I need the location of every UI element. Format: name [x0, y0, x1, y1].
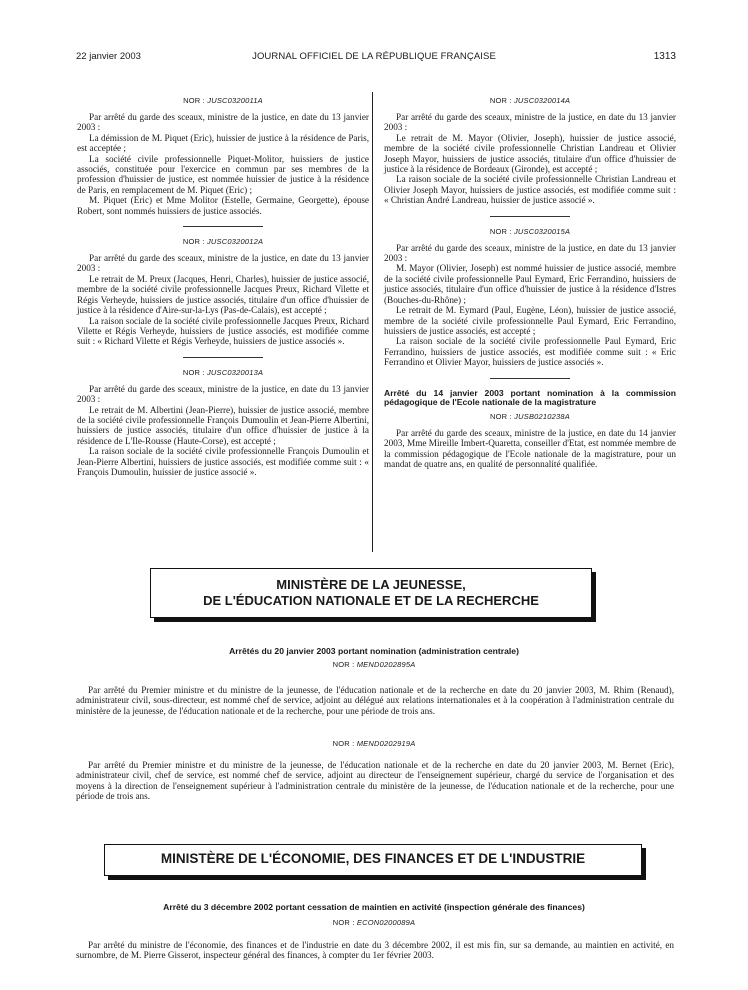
nor-reference: NOR : ECON0200089A	[332, 918, 416, 927]
paragraph: Par arrêté du garde des sceaux, ministre de la justice, en date du 13 janvier 2003 :	[384, 242, 676, 264]
paragraph: La raison sociale de la société civile professionnelle Jacques Preux, Richard Vilette et Régis Verheyde, huissiers de justice associés, est modifiée comme suit : « Richard Vilette et Régis Verheyde, huissiers de justice associés ».	[77, 315, 369, 347]
separator-rule	[490, 216, 570, 217]
decree-block	[77, 237, 369, 347]
decree-block	[384, 96, 676, 206]
nor-reference: NOR : JUSC0320013A	[182, 367, 264, 377]
journal-title: JOURNAL OFFICIEL DE LA RÉPUBLIQUE FRANÇAISE	[252, 51, 496, 62]
paragraph: Par arrêté du garde des sceaux, ministre de la justice, en date du 13 janvier 2003 :	[77, 253, 369, 274]
paragraph: Par arrêté du garde des sceaux, ministre de la justice, en date du 13 janvier 2003 :	[77, 383, 369, 405]
decree-block	[76, 760, 674, 802]
ministry-name-line: DE L'ÉDUCATION NATIONALE ET DE LA RECHERCHE	[203, 593, 539, 608]
page-number: 1313	[653, 51, 676, 62]
paragraph: Par arrêté du garde des sceaux, ministre de la justice, en date du 13 janvier 2003 :	[384, 112, 676, 133]
left-column	[77, 96, 369, 477]
nor-reference: NOR : JUSB0210238A	[490, 411, 570, 421]
nor-reference: NOR : JUSC0320015A	[489, 226, 571, 236]
issue-date: 22 janvier 2003	[76, 51, 141, 62]
section-title: Arrêté du 3 décembre 2002 portant cessation de maintien en activité (inspection générale des finances)	[163, 902, 585, 912]
decree-block	[384, 389, 676, 470]
paragraph: Par arrêté du Premier ministre et du ministre de la jeunesse, de l'éducation nationale et de la recherche en date du 20 janvier 2003, M. Rhim (Renaud), administrateur civil, sous-directeur, est nommé chef de service, adjoint au délégué aux relations internationales et à la coopération à l'administration centrale du ministère de la jeunesse, de l'éducation nationale et de la recherche, pour une période de trois ans.	[76, 685, 674, 716]
nor-reference: NOR : JUSC0320011A	[183, 96, 263, 105]
paragraph: La raison sociale de la société civile professionnelle Paul Eymard, Eric Ferrandino, huissiers de justice associés, est modifiée comme suit : « Eric Ferrandino et Olivier Mayor, huissiers de justice associés ».	[384, 336, 676, 368]
paragraph: La démission de M. Piquet (Eric), huissier de justice à la résidence de Paris, est acceptée ;	[77, 132, 369, 154]
paragraph: Le retrait de M. Mayor (Olivier, Joseph), huissier de justice associé, membre de la société civile professionnelle Christian Landreau et Olivier Joseph Mayor, huissiers de justice associés, titulaire d'un office d'huissier de justice à la résidence de Bordeaux (Gironde), est accepté ;	[384, 132, 676, 175]
nor-reference: NOR : MEND0202919A	[332, 739, 416, 748]
ministry-heading-education	[150, 568, 592, 618]
decree-title: Arrêté du 14 janvier 2003 portant nomination à la commission pédagogique de l'Ecole nationale de la magistrature	[384, 387, 676, 408]
paragraph: Par arrêté du ministre de l'économie, des finances et de l'industrie en date du 3 décembre 2002, il est mis fin, sur sa demande, au maintien en activité, en surnombre, de M. Pierre Gisserot, inspecteur général des finances, à compter du 1er février 2003.	[76, 940, 674, 961]
paragraph: Le retrait de M. Albertini (Jean-Pierre), huissier de justice associé, membre de la société civile professionnelle François Dumoulin et Jean-Pierre Albertini, huissiers de justice associés, titulaire d'un office d'huissier de justice à la résidence de L'Ile-Rousse (Haute-Corse), est accepté ;	[77, 404, 369, 446]
decree-block	[77, 368, 369, 478]
page-header	[0, 51, 748, 65]
separator-rule	[183, 357, 263, 358]
section-title: Arrêtés du 20 janvier 2003 portant nomination (administration centrale)	[229, 646, 519, 656]
ministry-name-line: MINISTÈRE DE LA JEUNESSE,	[276, 577, 466, 592]
paragraph: M. Mayor (Olivier, Joseph) est nommé huissier de justice associé, membre de la société civile professionnelle Paul Eymard, Eric Ferrandino, huissiers de justice associés, titulaire d'un office d'huissier de justice à la résidence d'Istres (Bouches-du-Rhône) ;	[384, 263, 676, 305]
paragraph: Par arrêté du garde des sceaux, ministre de la justice, en date du 14 janvier 2003, Mme Mireille Imbert-Quaretta, conseiller d'Etat, est nommée membre de la commission pédagogique de l'Ecole nationale de la magistrature, pour un mandat de quatre ans, en qualité de personnalité qualifiée.	[384, 427, 676, 469]
nor-reference: NOR : JUSC0320014A	[489, 96, 571, 105]
column-divider	[372, 92, 373, 552]
right-column	[384, 96, 676, 469]
paragraph: M. Piquet (Eric) et Mme Molitor (Estelle, Germaine, Georgette), épouse Robert, sont nommés huissiers de justice associés.	[77, 195, 369, 216]
decree-block	[76, 940, 674, 961]
paragraph: Par arrêté du garde des sceaux, ministre de la justice, en date du 13 janvier 2003 :	[77, 112, 369, 133]
decree-block	[76, 685, 674, 716]
paragraph: La société civile professionnelle Piquet-Molitor, huissiers de justice associés, constituée pour l'exercice en commun par ses membres de la profession d'huissier de justice, est nommée huissier de justice à la résidence de Paris, en remplacement de M. Piquet (Eric) ;	[77, 153, 369, 195]
paragraph: La raison sociale de la société civile professionnelle Christian Landreau et Olivier Joseph Mayor, huissiers de justice associés, est modifiée comme suit : « Christian André Landreau, huissier de justice associé ».	[384, 174, 676, 206]
decree-block	[77, 96, 369, 216]
paragraph: Par arrêté du Premier ministre et du ministre de la jeunesse, de l'éducation nationale et de la recherche en date du 20 janvier 2003, M. Bernet (Eric), administrateur civil, chef de service, est nommé chef de service, adjoint au directeur de l'enseignement supérieur, chargé du service de l'organisation et des moyens à la direction de l'enseignement supérieur à l'administration centrale du ministère de la jeunesse, de l'éducation nationale et de la recherche, pour une période de trois ans.	[76, 760, 674, 802]
paragraph: La raison sociale de la société civile professionnelle François Dumoulin et Jean-Pierre Albertini, huissiers de justice associés, est modifiée comme suit : « François Dumoulin, huissier de justice associé ».	[77, 446, 369, 477]
paragraph: Le retrait de M. Eymard (Paul, Eugène, Léon), huissier de justice associé, membre de la société civile professionnelle Paul Eymard, Eric Ferrandino, huissiers de justice associés, est accepté ;	[384, 305, 676, 336]
ministry-name-line: MINISTÈRE DE L'ÉCONOMIE, DES FINANCES ET DE L'INDUSTRIE	[160, 851, 586, 866]
separator-rule	[490, 378, 570, 379]
decree-block	[384, 227, 676, 368]
paragraph: Le retrait de M. Preux (Jacques, Henri, Charles), huissier de justice associé, membre de la société civile professionnelle Jacques Preux, Richard Vilette et Régis Verheyde, huissiers de justice associés, titulaire d'un office d'huissier de justice à la résidence d'Aire-sur-la-Lys (Pas-de-Calais), est accepté ;	[77, 273, 369, 316]
nor-reference: NOR : MEND0202895A	[332, 660, 416, 669]
nor-reference: NOR : JUSC0320012A	[182, 237, 264, 247]
separator-rule	[183, 226, 263, 227]
ministry-heading-economy	[104, 844, 642, 876]
